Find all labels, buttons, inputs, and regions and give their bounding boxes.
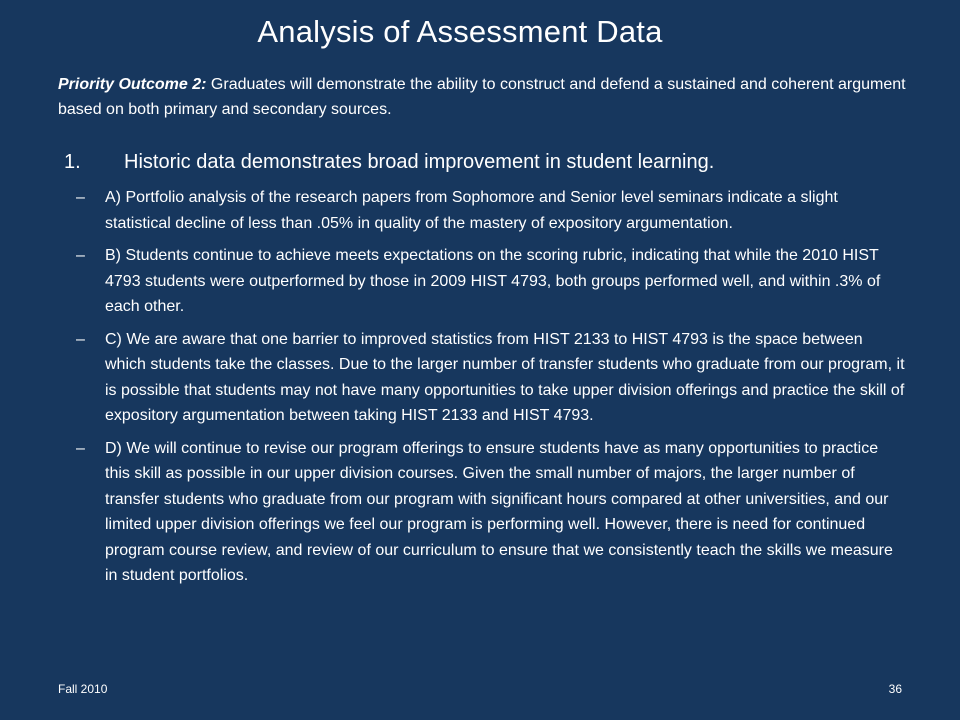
subpoint-text: C) We are aware that one barrier to improved statistics from HIST 2133 to HIST 4793 is the space between which students take the classes. Due to the larger number of transfer students who graduate from our program, it is possible that students may not have many opportunities to take upper division offerings and practice the skill of expository argumentation between taking HIST 2133 and HIST 4793.	[105, 330, 905, 424]
subpoint-a	[76, 185, 906, 236]
main-point-text: Historic data demonstrates broad improvement in student learning.	[124, 151, 715, 173]
subpoint-bullet: –	[76, 439, 85, 457]
subpoint-c	[76, 327, 906, 429]
slide-title: Analysis of Assessment Data	[257, 14, 663, 49]
subpoint-text: D) We will continue to revise our program offerings to ensure students have as many opportunities to practice this skill as possible in our upper division courses. Given the small number of majors, the larger number of transfer students who graduate from our program with significant hours compared at other universities, and our limited upper division offerings we feel our program is performing well. However, there is need for continued program course review, and review of our curriculum to ensure that we consistently teach the skills we measure in student portfolios.	[105, 439, 893, 584]
priority-outcome-text: Graduates will demonstrate the ability to construct and defend a sustained and coherent argument based on both primary and secondary sources.	[58, 76, 906, 118]
subpoint-b	[76, 243, 906, 320]
subpoint-bullet: –	[76, 330, 85, 348]
priority-outcome-lead: Priority Outcome 2:	[58, 76, 207, 93]
subpoint-bullet: –	[76, 247, 85, 264]
subpoint-d	[76, 436, 906, 589]
main-point	[64, 148, 924, 176]
subpoint-text: B) Students continue to achieve meets expectations on the scoring rubric, indicating that while the 2010 HIST 4793 students were outperformed by those in 2009 HIST 4793, both groups performed well, and within .3% of each other.	[105, 247, 881, 315]
footer-date: Fall 2010	[58, 682, 108, 696]
subpoint-list	[76, 185, 906, 596]
subpoint-bullet: –	[76, 189, 85, 206]
main-point-number: 1.	[64, 151, 81, 173]
subpoint-text: A) Portfolio analysis of the research papers from Sophomore and Senior level seminars indicate a slight statistical decline of less than .05% in quality of the mastery of expository argumentation.	[105, 189, 838, 232]
priority-outcome	[58, 72, 908, 122]
footer-page-number: 36	[888, 682, 902, 696]
